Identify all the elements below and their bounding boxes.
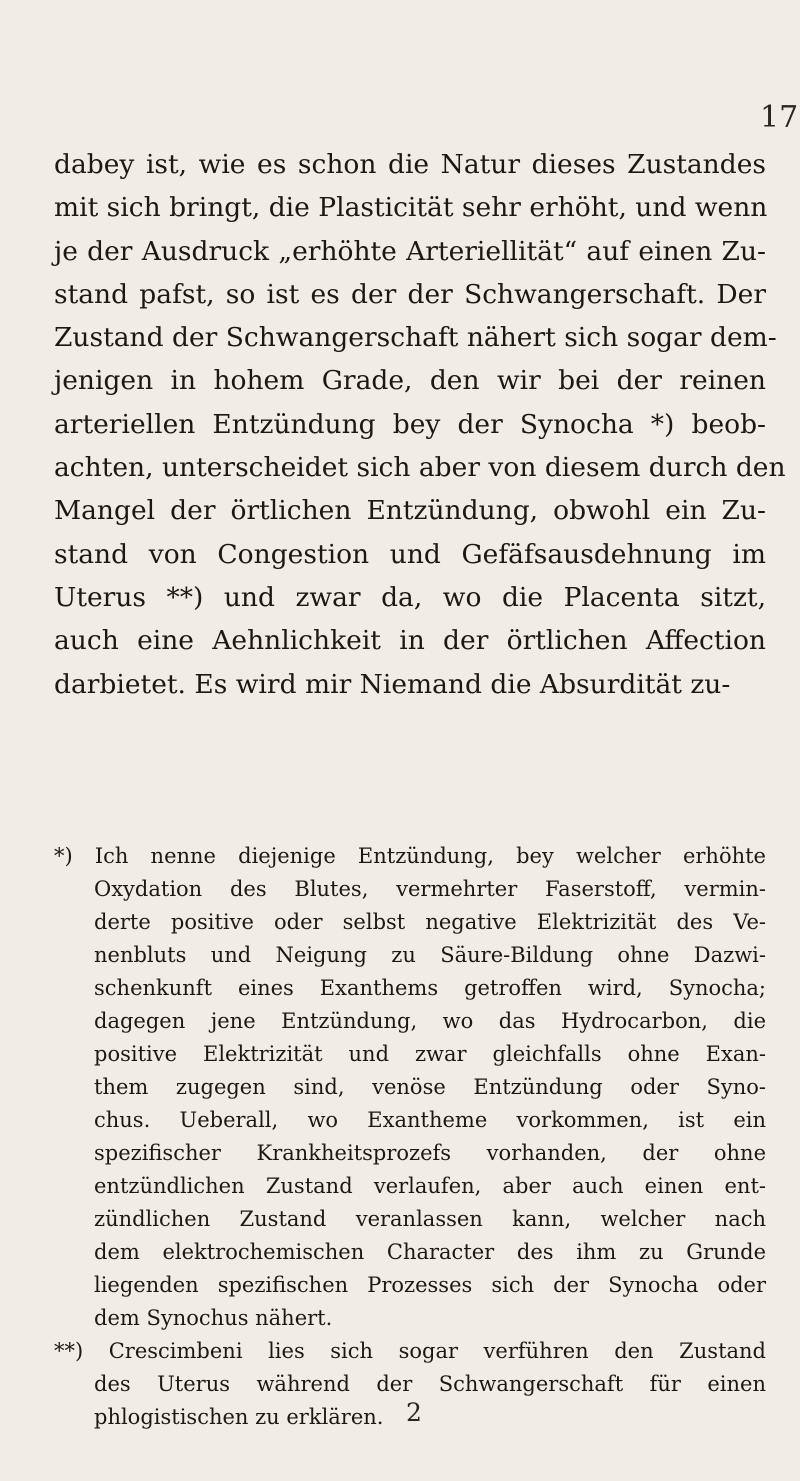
main-text-line: darbietet. Es wird mir Niemand die Absurdität zu-: [54, 668, 731, 700]
footnote-line: liegenden spezifischen Prozesses sich der Synocha oder: [94, 1273, 766, 1297]
footnotes-block: [54, 840, 766, 1434]
footnote-line: zündlichen Zustand veranlassen kann, welcher nach: [94, 1207, 766, 1231]
main-text-line: Uterus **) und zwar da, wo die Placenta sitzt,: [54, 581, 766, 613]
main-text-line: jenigen in hohem Grade, den wir bei der reinen: [54, 365, 766, 397]
main-text-line: auch eine Aehnlichkeit in der örtlichen Affection: [54, 625, 766, 657]
main-text-line: achten, unterscheidet sich aber von diesem durch den: [54, 452, 786, 484]
footnote-line: them zugegen sind, venöse Entzündung oder Syno-: [94, 1075, 766, 1099]
main-text-line: stand pafst, so ist es der der Schwangerschaft. Der: [54, 278, 766, 310]
main-text-line: je der Ausdruck „erhöhte Arteriellität“ auf einen Zu-: [54, 235, 766, 267]
footnote-line: phlogistischen zu erklären.: [94, 1405, 384, 1429]
main-text-line: dabey ist, wie es schon die Natur dieses Zustandes: [54, 149, 766, 180]
footnote-line: derte positive oder selbst negative Elektrizität des Ve-: [94, 910, 766, 934]
footnote-line: positive Elektrizität und zwar gleichfalls ohne Exan-: [94, 1042, 766, 1066]
footnote-line: **) Crescimbeni lies sich sogar verführen den Zustand: [54, 1339, 766, 1363]
main-text-line: mit sich bringt, die Plasticität sehr erhöht, und wenn: [54, 192, 768, 224]
footnote-line: dem Synochus nähert.: [94, 1306, 333, 1330]
footnote-line: entzündlichen Zustand verlaufen, aber auch einen ent-: [94, 1174, 766, 1198]
footnote-line: *) Ich nenne diejenige Entzündung, bey welcher erhöhte: [54, 844, 766, 868]
footnote-line: Oxydation des Blutes, vermehrter Faserstoff, vermin-: [94, 877, 766, 901]
footnote-line: dagegen jene Entzündung, wo das Hydrocarbon, die: [94, 1009, 766, 1033]
footnote-line: dem elektrochemischen Character des ihm zu Grunde: [94, 1240, 766, 1264]
footnote-line: spezifischer Krankheitsprozefs vorhanden, der ohne: [94, 1141, 766, 1165]
main-text-line: Zustand der Schwangerschaft nähert sich sogar dem-: [54, 322, 777, 354]
page-number: 17: [760, 100, 799, 135]
footnote-line: schenkunft eines Exanthems getroffen wird, Synocha;: [94, 976, 766, 1000]
signature-mark: 2: [406, 1398, 422, 1427]
main-text-line: arteriellen Entzündung bey der Synocha *) beob-: [54, 408, 766, 440]
main-text-line: Mangel der örtlichen Entzündung, obwohl ein Zu-: [54, 495, 766, 527]
footnote-line: chus. Ueberall, wo Exantheme vorkommen, ist ein: [94, 1108, 766, 1132]
main-text-line: stand von Congestion und Gefäfsausdehnung im: [54, 538, 766, 570]
main-text-block: [54, 143, 786, 706]
footnote-line: des Uterus während der Schwangerschaft für einen: [94, 1372, 766, 1396]
footnote-line: nenbluts und Neigung zu Säure-Bildung ohne Dazwi-: [94, 943, 766, 967]
